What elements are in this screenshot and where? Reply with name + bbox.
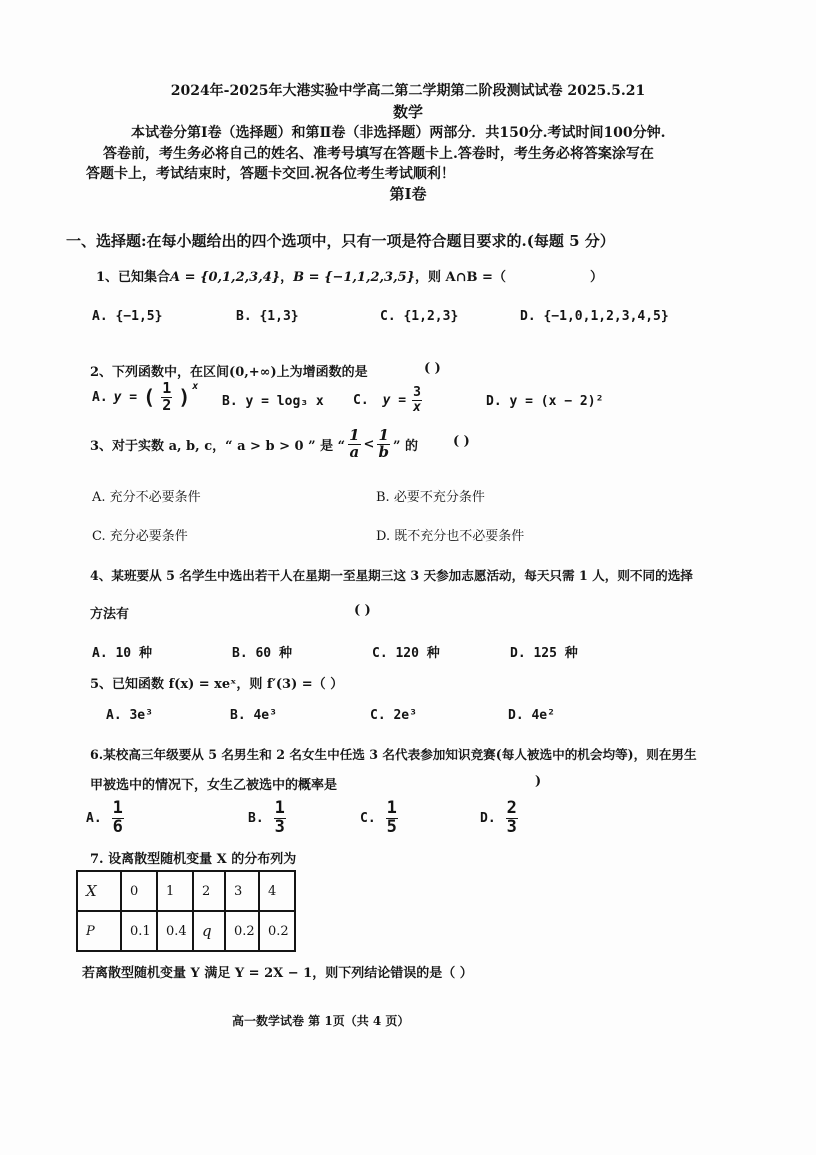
q5-option-b[interactable]: B. 4e³	[230, 708, 277, 723]
q3-answer-paren: ( )	[453, 434, 470, 449]
question-6-line2: 甲被选中的情况下，女生乙被选中的概率是	[90, 778, 338, 793]
table-row	[77, 871, 295, 911]
q6-option-c[interactable]	[360, 800, 398, 837]
q6-option-a[interactable]	[86, 800, 124, 837]
q2-c-label: C.	[353, 392, 369, 408]
table-cell: 0.1	[121, 911, 157, 951]
q6-d-den: 3	[506, 816, 517, 837]
q2-a-den: 2	[162, 395, 172, 414]
q3-stem-text: 3、对于实数 a, b, c，“ a > b > 0 ” 是 “	[90, 438, 346, 454]
page-footer: 高一数学试卷 第 1页（共 4 页）	[232, 1014, 410, 1028]
table-cell: 2	[193, 871, 225, 911]
exam-subject: 数学	[392, 103, 423, 121]
q3-option-a[interactable]: A. 充分不必要条件	[92, 490, 201, 505]
section-title: 一、选择题:在每小题给出的四个选项中，只有一项是符合题目要求的.(每题 5 分）	[66, 232, 615, 250]
table-cell: 3	[225, 871, 259, 911]
q3-option-b[interactable]: B. 必要不充分条件	[376, 490, 485, 505]
question-1-stem	[96, 266, 506, 285]
q2-c-y: y =	[382, 392, 407, 408]
q2-a-y: y =	[113, 389, 138, 405]
q2-answer-paren: ( )	[424, 361, 441, 376]
q3-den2: b	[378, 442, 389, 461]
q1-ask: ，则 A∩B =（	[415, 270, 506, 285]
question-4-line2: 方法有	[90, 607, 130, 622]
table-cell: 0.4	[157, 911, 193, 951]
question-7-stem: 7. 设离散型随机变量 X 的分布列为	[90, 852, 297, 867]
q2-option-b[interactable]: B. y = log₃ x	[222, 394, 324, 409]
question-6-line1: 6.某校高三年级要从 5 名男生和 2 名女生中任选 3 名代表参加知识竞赛(每人被选中的机会均等)，则在男生	[90, 747, 697, 762]
q3-lt: <	[363, 436, 375, 452]
q4-option-a[interactable]: A. 10 种	[92, 646, 152, 661]
q3-tail: ” 的	[392, 438, 418, 454]
q6-option-d[interactable]	[480, 800, 518, 837]
question-3-stem	[90, 428, 418, 461]
q6-option-b[interactable]	[248, 800, 286, 837]
table-cell: q	[193, 911, 225, 951]
q4-option-c[interactable]: C. 120 种	[372, 646, 440, 661]
q6-b-label: B.	[248, 810, 264, 826]
exam-volume-title: 第Ⅰ卷	[389, 185, 427, 203]
question-2-stem: 2、下列函数中，在区间(0,+∞)上为增函数的是	[90, 365, 368, 380]
q3-num2: 1	[378, 426, 389, 444]
q1-option-d[interactable]: D. {−1,0,1,2,3,4,5}	[520, 309, 669, 324]
q6-b-num: 1	[274, 798, 285, 818]
exam-note-line3: 答题卡上，考试结束时，答题卡交回.祝各位考生考试顺利！	[86, 166, 455, 182]
q1-separator: ，	[280, 270, 294, 285]
q2-c-num: 3	[413, 385, 421, 400]
q4-option-b[interactable]: B. 60 种	[232, 646, 292, 661]
q6-close-paren: )	[535, 774, 542, 789]
q3-option-c[interactable]: C. 充分必要条件	[92, 529, 188, 544]
q2-a-num: 1	[162, 379, 172, 397]
table-cell: X	[77, 871, 121, 911]
table-cell: 0.2	[225, 911, 259, 951]
q6-a-den: 6	[112, 816, 123, 837]
q2-option-a[interactable]: A. y = ( $\frac{1}{2}$ ) $^x$	[92, 379, 199, 414]
table-cell: 1	[157, 871, 193, 911]
q6-b-den: 3	[274, 816, 285, 837]
q6-c-den: 5	[386, 816, 397, 837]
q1-set-a: A = {0,1,2,3,4}	[170, 270, 281, 285]
q2-a-label: A.	[92, 389, 108, 405]
q1-option-b[interactable]: B. {1,3}	[236, 309, 299, 324]
q3-den1: a	[349, 442, 360, 461]
question-7-followup: 若离散型随机变量 Y 满足 Y = 2X − 1，则下列结论错误的是（ ）	[82, 966, 473, 981]
distribution-table	[76, 870, 296, 952]
q6-d-num: 2	[506, 798, 517, 818]
exam-note-line1: 本试卷分第Ⅰ卷（选择题）和第Ⅱ卷（非选择题）两部分．共150分.考试时间100分钟.	[131, 125, 666, 141]
q2-a-exp: x	[192, 381, 199, 392]
q1-set-b: B = {−1,1,2,3,5}	[293, 270, 416, 285]
q1-option-c[interactable]: C. {1,2,3}	[380, 309, 459, 324]
q5-option-c[interactable]: C. 2e³	[370, 708, 417, 723]
q6-a-label: A.	[86, 810, 102, 826]
q4-answer-paren: ( )	[354, 603, 371, 618]
q6-c-label: C.	[360, 810, 376, 826]
q2-option-d[interactable]: D. y = (x − 2)²	[486, 394, 604, 409]
table-row	[77, 911, 295, 951]
q2-c-den: x	[413, 399, 421, 415]
q6-a-num: 1	[112, 798, 123, 818]
q3-num1: 1	[349, 426, 360, 444]
q4-option-d[interactable]: D. 125 种	[510, 646, 578, 661]
table-cell: 0	[121, 871, 157, 911]
q2-option-c[interactable]	[353, 386, 422, 414]
q3-option-d[interactable]: D. 既不充分也不必要条件	[376, 529, 525, 544]
exam-note-line2: 答卷前，考生务必将自己的姓名、准考号填写在答题卡上.答卷时，考生务必将答案涂写在	[103, 146, 654, 162]
q1-stem-text: 1、已知集合	[96, 270, 171, 285]
table-cell: P	[77, 911, 121, 951]
question-5-stem: 5、已知函数 f(x) = xeˣ，则 f′(3) =（ ）	[90, 677, 344, 692]
table-cell: 0.2	[259, 911, 295, 951]
table-cell: 4	[259, 871, 295, 911]
q6-d-label: D.	[480, 810, 496, 826]
q6-c-num: 1	[386, 798, 397, 818]
exam-header: 2024年-2025年大港实验中学高二第二学期第二阶段测试试卷 2025.5.21	[170, 83, 646, 99]
q1-close-paren: ）	[590, 270, 604, 285]
q5-option-a[interactable]: A. 3e³	[106, 708, 153, 723]
question-4-line1: 4、某班要从 5 名学生中选出若干人在星期一至星期三这 3 天参加志愿活动，每天只需 1 人，则不同的选择	[90, 568, 693, 583]
q5-option-d[interactable]: D. 4e²	[508, 708, 555, 723]
q1-option-a[interactable]: A. {−1,5}	[92, 309, 163, 324]
